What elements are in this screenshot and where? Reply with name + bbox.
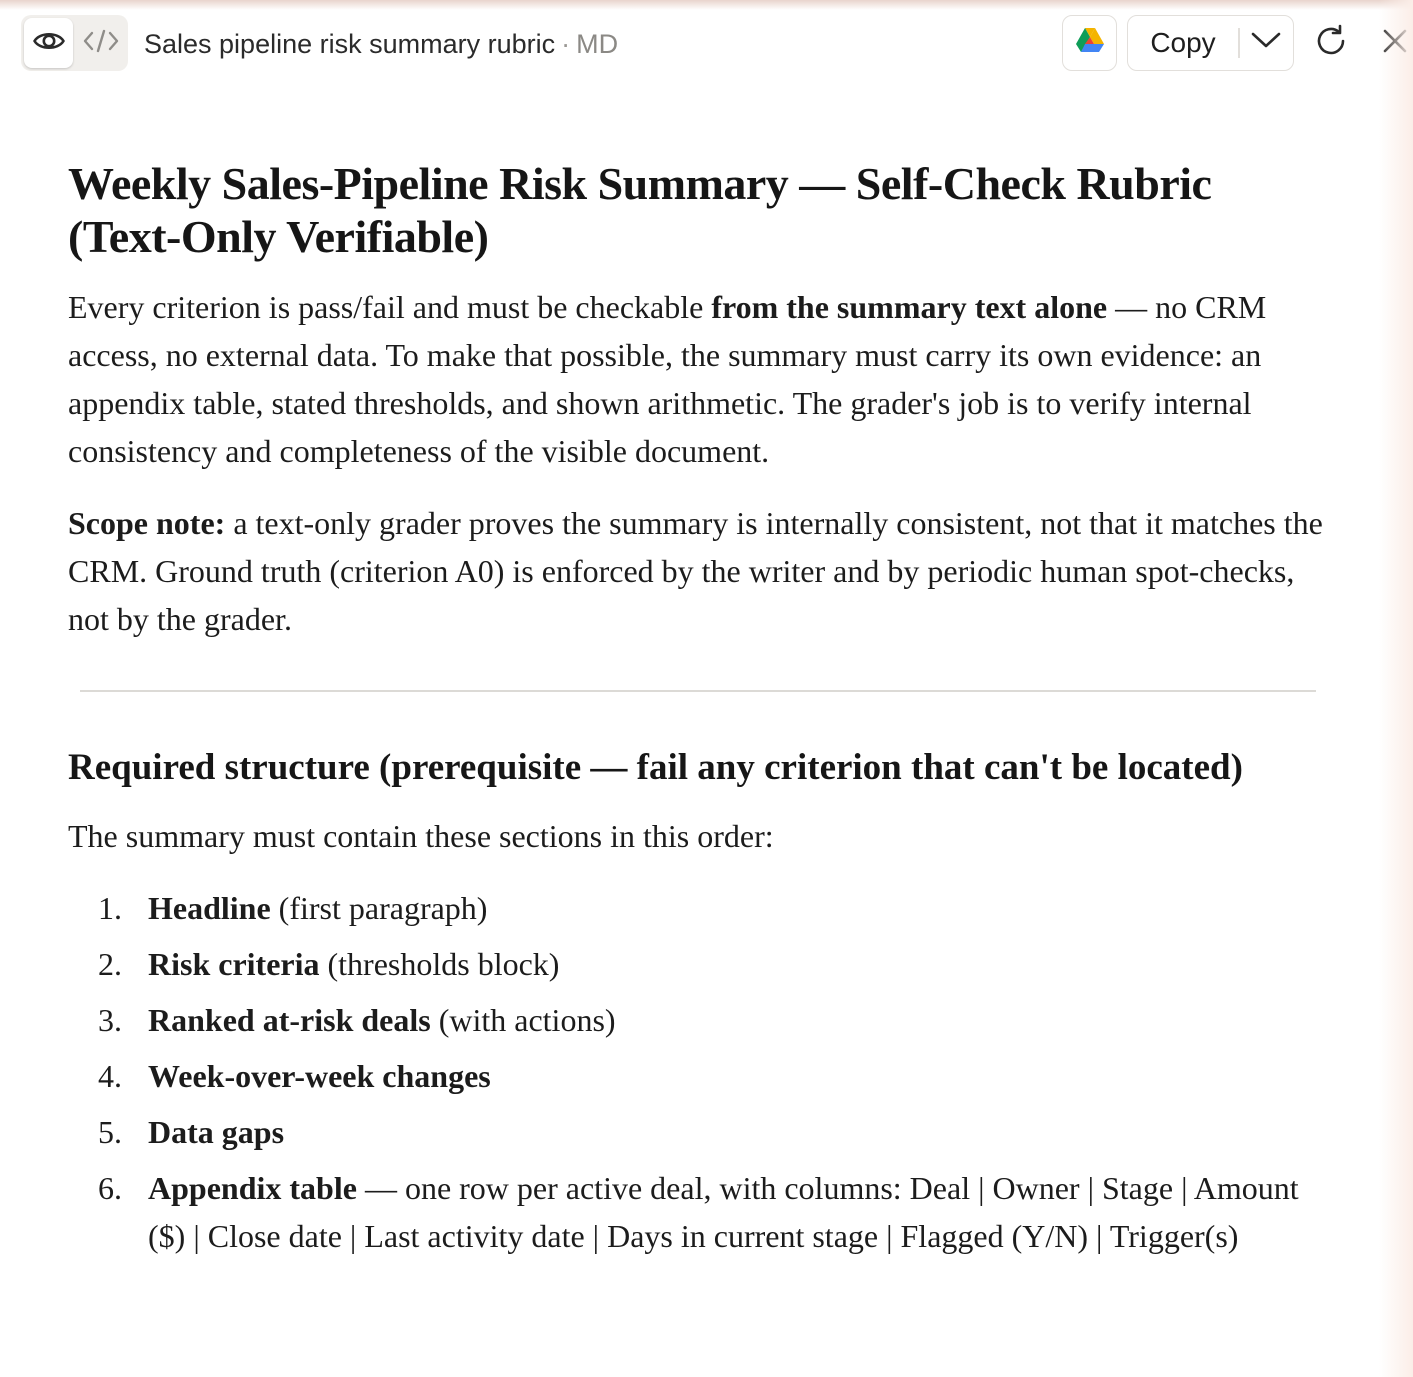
title-separator: · [561, 29, 571, 59]
chevron-down-icon [1251, 31, 1281, 54]
refresh-icon [1314, 24, 1348, 63]
section-lead: The summary must contain these sections in this order: [68, 817, 774, 854]
code-mode-button[interactable] [76, 18, 125, 68]
list-item-title: Headline [148, 889, 271, 926]
list-item-title: Week-over-week changes [148, 1057, 491, 1094]
list-item [68, 1052, 1330, 1100]
google-drive-icon [1075, 27, 1105, 59]
list-item [68, 1164, 1330, 1260]
list-item-number: 6. [98, 1169, 122, 1206]
list-item-number: 4. [98, 1057, 122, 1094]
copy-button-group [1127, 15, 1294, 71]
artifact-format: MD [576, 29, 619, 59]
section-divider [80, 690, 1316, 692]
list-item-detail: — one row per active deal, with columns: Deal | Owner | Stage | Amount ($) | Close date | Last activity date | Days in current stage | Flagged (Y/N) | Trigger(s) [148, 1169, 1299, 1254]
preview-mode-button[interactable] [24, 18, 73, 68]
view-mode-toggle [21, 15, 128, 71]
refresh-button[interactable] [1308, 20, 1354, 66]
list-item [68, 1108, 1330, 1156]
artifact-title [144, 26, 618, 62]
save-to-drive-button[interactable] [1062, 15, 1117, 71]
scope-note-paragraph [68, 499, 1330, 643]
list-item-number: 3. [98, 1001, 122, 1038]
code-icon [83, 26, 119, 61]
list-item [68, 884, 1330, 932]
list-item-title: Risk criteria [148, 945, 320, 982]
intro-text-end: — no CRM access, no external data. To make that possible, the summary must carry its own evidence: an appendix table, stated thresholds, and shown arithmetic. The grader's job is to verify internal consistency and completeness of the visible document. [68, 289, 1267, 469]
eye-icon [32, 24, 66, 63]
list-item-detail: (with actions) [430, 1001, 616, 1038]
artifact-toolbar [0, 0, 1413, 86]
scope-note-text: a text-only grader proves the summary is internally consistent, not that it matches the CRM. Ground truth (criterion A0) is enforced by the writer and by periodic human spot-checks, not by the grader. [68, 505, 1323, 637]
list-item-detail: (first paragraph) [270, 889, 488, 926]
section-heading: Required structure (prerequisite — fail any criterion that can't be located) [68, 746, 1243, 788]
list-item [68, 940, 1330, 988]
list-item [68, 996, 1330, 1044]
copy-options-dropdown[interactable] [1240, 16, 1292, 69]
artifact-name: Sales pipeline risk summary rubric [144, 29, 556, 59]
intro-emphasis: from the summary text alone [711, 289, 1108, 325]
scope-note-label: Scope note: [68, 505, 226, 541]
intro-paragraph [68, 283, 1330, 475]
copy-button[interactable]: Copy [1150, 26, 1216, 58]
list-item-title: Data gaps [148, 1113, 285, 1150]
list-item-detail: (thresholds block) [319, 945, 560, 982]
list-item-number: 5. [98, 1113, 122, 1150]
list-item-number: 2. [98, 945, 122, 982]
document-body [68, 157, 1330, 1268]
required-sections-list [68, 884, 1330, 1260]
list-item-title: Ranked at-risk deals [148, 1001, 431, 1038]
document-title: Weekly Sales-Pipeline Risk Summary — Self-Check Rubric (Text-Only Verifiable) [68, 158, 1212, 262]
intro-text-start: Every criterion is pass/fail and must be checkable [68, 289, 712, 325]
list-item-number: 1. [98, 889, 122, 926]
right-edge-shading [1379, 0, 1413, 1377]
list-item-title: Appendix table [148, 1169, 357, 1206]
